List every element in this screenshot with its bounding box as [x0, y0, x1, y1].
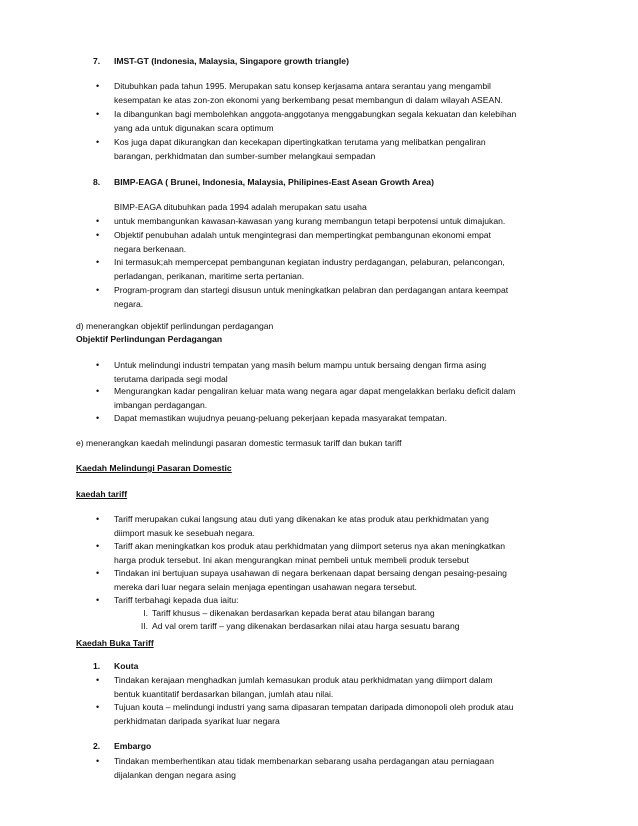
section-heading: Kaedah Melindungi Pasaran Domestic [76, 463, 232, 473]
list-item: • untuk membangunkan kawasan-kawasan yang kurang membangun tetapi berpotensi untuk dimajukan. [114, 215, 558, 229]
roman-number: I. [143, 608, 148, 618]
section-number: 8. [93, 177, 101, 187]
list-item: • Tariff merupakan cukai langsung atau duti yang dikenakan ke atas produk atau perkhidmatan yang diimport masuk ke sesebuah negara. [114, 513, 558, 540]
list-item: • Ini termasuk;ah mempercepat pembangunan kegiatan industry perdagangan, pelaburan, pelancongan, perladangan, perikanan, maritime serta pertanian. [114, 256, 558, 283]
list-item: • Ditubuhkan pada tahun 1995. Merupakan satu konsep kerjasama antara serantau yang mengambil kesempatan ke atas zon-zon ekonomi yang berkembang pesat membangun di dalam wilayah ASEAN. [114, 80, 558, 107]
list-item: • Tindakan memberhentikan atau tidak membenarkan sebarang usaha perdagangan atau perniagaan dijalankan dengan negara asing [114, 755, 558, 782]
list-item: • Untuk melindungi industri tempatan yang masih belum mampu untuk bersaing dengan firma asing terutama daripada segi modal [114, 359, 558, 386]
list-item: • Tariff terbahagi kepada dua iaitu: [114, 594, 558, 608]
list-item: • Ia dibangunkan bagi membolehkan anggota-anggotanya menggabungkan segala kekuatan dan kelebihan yang ada untuk digunakan scara optimum [114, 108, 558, 135]
section-label: e) menerangkan kaedah melindungi pasaran domestic termasuk tariff dan bukan tariff [76, 438, 402, 448]
section-label: d) menerangkan objektif perlindungan perdagangan [76, 321, 274, 331]
subsection-heading: kaedah tariff [76, 489, 128, 499]
list-item: • Tujuan kouta – melindungi industri yang sama dipasaran tempatan daripada dimonopoli oleh produk atau perkhidmatan daripada syarikat luar negara [114, 701, 558, 728]
section-intro: BIMP-EAGA ditubuhkan pada 1994 adalah merupakan satu usaha [114, 202, 367, 212]
list-item: • Dapat memastikan wujudnya peuang-peluang pekerjaan kepada masyarakat tempatan. [114, 412, 558, 426]
roman-number: II. [140, 621, 148, 631]
list-item: • Mengurangkan kadar pengaliran keluar mata wang negara agar dapat mengelakkan berlaku deficit dalam imbangan perdagangan. [114, 385, 558, 412]
item-number: 1. [93, 661, 101, 671]
item-title: Kouta [114, 661, 139, 671]
item-title: Embargo [114, 741, 152, 751]
section-title: IMST-GT (Indonesia, Malaysia, Singapore growth triangle) [114, 56, 349, 66]
list-item: • Kos juga dapat dikurangkan dan kecekapan dipertingkatkan terutama yang melibatkan pengaliran barangan, perkhidmatan dan sumber-sumber melangkaui sempadan [114, 136, 558, 163]
section-number: 7. [93, 56, 101, 66]
section-heading: Kaedah Buka Tariff [76, 638, 154, 648]
list-item: • Objektif penubuhan adalah untuk mengintegrasi dan mempertingkat pembangunan ekonomi empat negara berkenaan. [114, 229, 558, 256]
roman-item: Ad val orem tariff – yang dikenakan berdasarkan nilai atau harga sesuatu barang [152, 621, 460, 631]
list-item: • Tariff akan meningkatkan kos produk atau perkhidmatan yang diimport seterus nya akan meningkatkan harga produk tersebut. Ini akan mengurangkan minat pembeli untuk membeli produk tersebut [114, 540, 558, 567]
section-heading: Objektif Perlindungan Perdagangan [76, 334, 223, 344]
section-title: BIMP-EAGA ( Brunei, Indonesia, Malaysia, Philipines-East Asean Growth Area) [114, 177, 434, 187]
list-item: • Tindakan ini bertujuan supaya usahawan di negara berkenaan dapat bersaing dengan pesaing-pesaing mereka dari luar negara selain menjaga epentingan usahawan negara tersebut. [114, 567, 558, 594]
item-number: 2. [93, 741, 101, 751]
list-item: • Tindakan kerajaan menghadkan jumlah kemasukan produk atau perkhidmatan yang diimport dalam bentuk kuantitatif berdasarkan bilangan, jumlah atau nilai. [114, 674, 558, 701]
list-item: • Program-program dan startegi disusun untuk meningkatkan pelabran dan perdagangan antara keempat negara. [114, 284, 558, 311]
roman-item: Tariff khusus – dikenakan berdasarkan kepada berat atau bilangan barang [152, 608, 435, 618]
